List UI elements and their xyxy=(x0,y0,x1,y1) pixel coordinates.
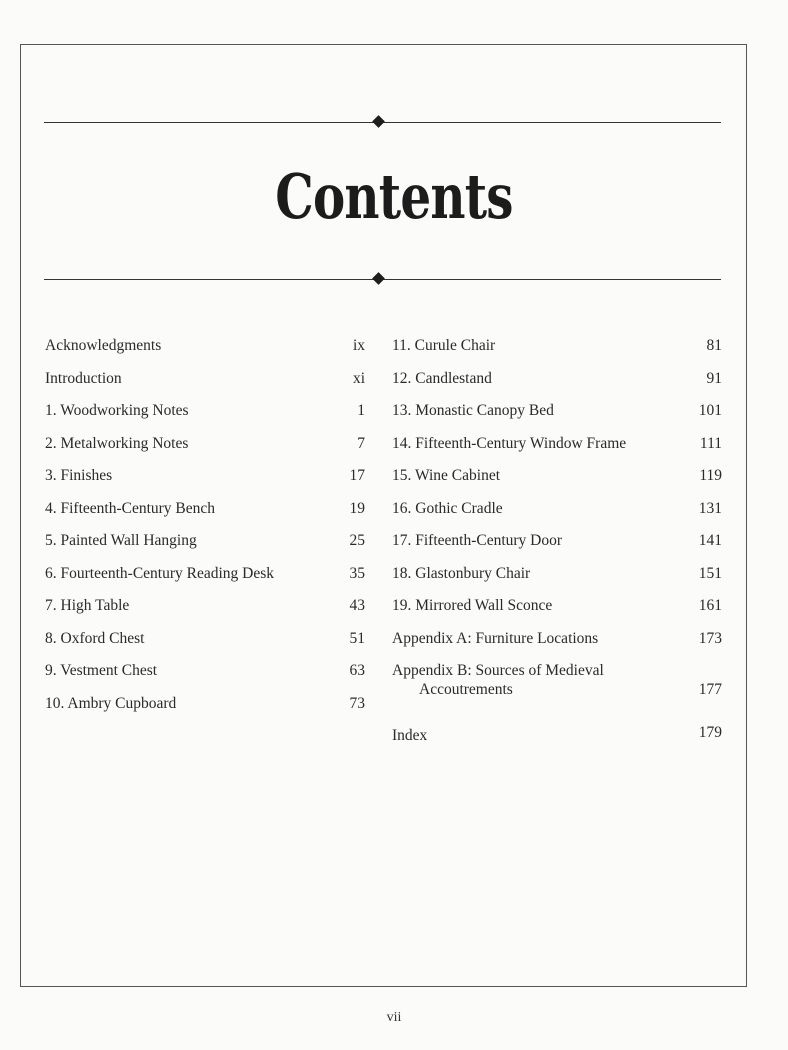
toc-label: 6. Fourteenth-Century Reading Desk xyxy=(45,564,275,582)
toc-label: 11. Curule Chair xyxy=(392,337,496,354)
toc-entry[interactable] xyxy=(45,661,365,694)
toc-label: 19. Mirrored Wall Sconce xyxy=(392,597,553,614)
toc-page: 101 xyxy=(698,402,722,419)
toc-label: 18. Glastonbury Chair xyxy=(392,564,531,582)
toc-entry[interactable] xyxy=(392,596,722,629)
toc-page: 43 xyxy=(349,597,365,614)
toc-page: 173 xyxy=(698,629,722,647)
page-number: vii xyxy=(386,1010,402,1025)
toc-entry[interactable] xyxy=(45,694,365,727)
toc-entry[interactable] xyxy=(392,499,722,532)
toc-page: 177 xyxy=(698,681,722,698)
toc-entry[interactable] xyxy=(45,336,365,369)
toc-label: 12. Candlestand xyxy=(392,369,492,387)
toc-left-column xyxy=(45,336,365,726)
toc-entry[interactable] xyxy=(45,596,365,629)
toc-entry[interactable] xyxy=(45,434,365,467)
toc-entry[interactable] xyxy=(392,336,722,369)
toc-entry[interactable] xyxy=(45,499,365,532)
toc-page: 179 xyxy=(698,724,722,741)
toc-page: 131 xyxy=(698,499,722,517)
toc-entry[interactable] xyxy=(45,369,365,402)
toc-page: 63 xyxy=(349,662,365,679)
toc-page: 51 xyxy=(349,629,365,647)
toc-entry[interactable] xyxy=(45,466,365,499)
toc-label-continuation: Accoutrements xyxy=(419,681,513,698)
toc-page: 19 xyxy=(349,499,365,517)
page-title: Contents xyxy=(275,160,513,233)
toc-entry[interactable] xyxy=(392,531,722,564)
toc-label: 7. High Table xyxy=(45,597,130,614)
toc-label: Appendix B: Sources of Medieval xyxy=(392,662,604,679)
toc-label: 5. Painted Wall Hanging xyxy=(45,532,197,549)
toc-entry[interactable] xyxy=(392,434,722,467)
toc-entry[interactable] xyxy=(45,564,365,597)
toc-entry-appendix-b[interactable] xyxy=(392,661,722,726)
toc-label: Introduction xyxy=(45,369,122,387)
toc-page: 151 xyxy=(698,564,722,582)
toc-entry[interactable] xyxy=(392,466,722,499)
toc-entry[interactable] xyxy=(392,564,722,597)
toc-entry[interactable] xyxy=(45,531,365,564)
toc-page: 119 xyxy=(699,467,722,484)
toc-entry-index[interactable] xyxy=(392,726,722,759)
toc-page: xi xyxy=(352,369,365,387)
toc-label: 14. Fifteenth-Century Window Frame xyxy=(392,434,627,452)
toc-label: 16. Gothic Cradle xyxy=(392,499,503,517)
toc-label: 4. Fifteenth-Century Bench xyxy=(45,499,216,517)
toc-page: 111 xyxy=(699,434,722,452)
toc-entry[interactable] xyxy=(392,401,722,434)
toc-page: 25 xyxy=(349,532,365,549)
toc-page: 1 xyxy=(357,402,365,419)
toc-entry[interactable] xyxy=(45,629,365,662)
toc-page: 81 xyxy=(706,337,722,354)
toc-entry[interactable] xyxy=(392,629,722,662)
toc-label: 1. Woodworking Notes xyxy=(45,402,189,419)
toc-label: 8. Oxford Chest xyxy=(45,629,145,647)
toc-page: 91 xyxy=(706,369,722,387)
toc-label: Acknowledgments xyxy=(45,337,162,354)
toc-label: Index xyxy=(392,727,428,744)
toc-label: 2. Metalworking Notes xyxy=(45,434,189,452)
toc-label: 17. Fifteenth-Century Door xyxy=(392,532,563,549)
toc-label: 15. Wine Cabinet xyxy=(392,467,501,484)
toc-entry[interactable] xyxy=(45,401,365,434)
toc-page: 73 xyxy=(349,694,365,712)
toc-page: 17 xyxy=(349,467,365,484)
toc-page: 7 xyxy=(357,434,365,452)
toc-page: 35 xyxy=(349,564,365,582)
toc-label: 10. Ambry Cupboard xyxy=(45,694,177,712)
toc-entry[interactable] xyxy=(392,369,722,402)
toc-label: 3. Finishes xyxy=(45,467,113,484)
toc-page: 161 xyxy=(698,597,722,614)
toc-page: ix xyxy=(352,337,365,354)
toc-label: Appendix A: Furniture Locations xyxy=(392,629,599,647)
toc-label: 13. Monastic Canopy Bed xyxy=(392,402,554,419)
toc-right-column xyxy=(392,336,722,759)
toc-page: 141 xyxy=(698,532,722,549)
toc-label: 9. Vestment Chest xyxy=(45,662,158,679)
